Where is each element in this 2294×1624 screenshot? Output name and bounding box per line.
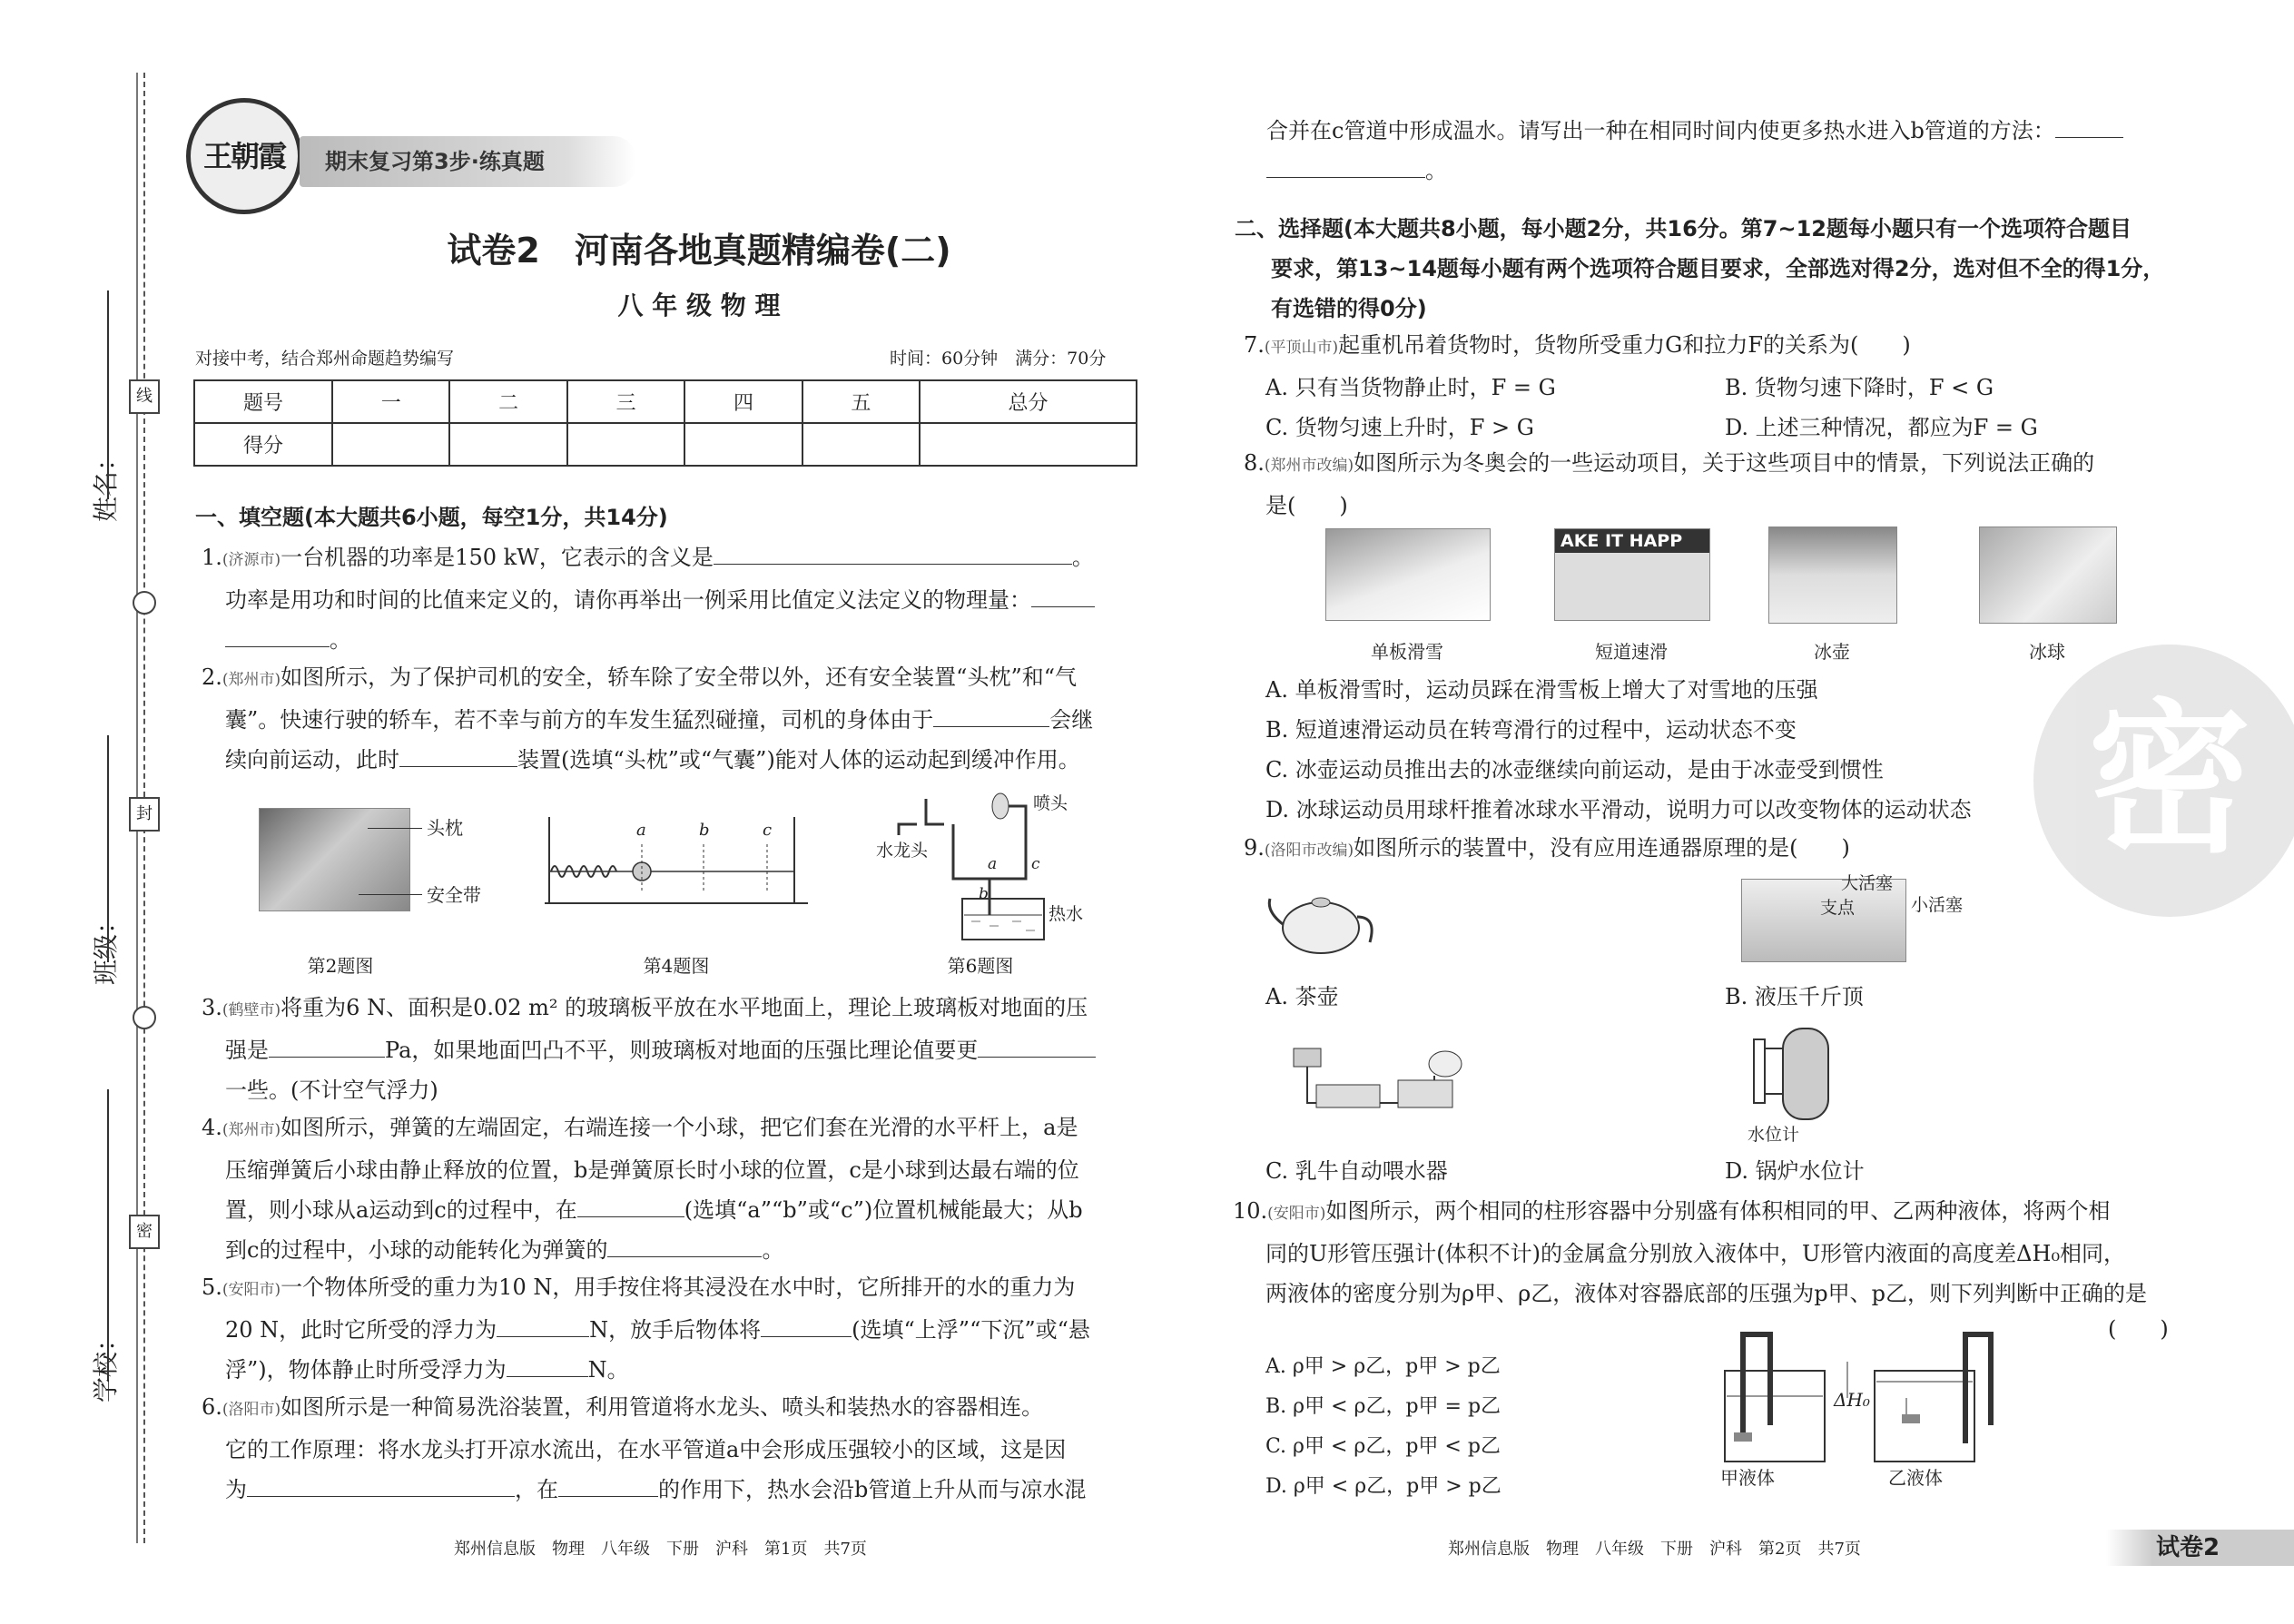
pipe-c-label: c (1031, 855, 1040, 873)
answer-blank[interactable] (247, 1472, 515, 1497)
image-caption: 短道速滑 (1595, 641, 1668, 663)
liquid-a-label: 甲液体 (1720, 1467, 1775, 1489)
score-cell[interactable] (332, 423, 449, 466)
figure-caption: 第4题图 (643, 955, 710, 977)
option-d[interactable]: D. 锅炉水位计 (1725, 1158, 1865, 1184)
answer-blank[interactable] (607, 1233, 762, 1257)
point-b-label: b (699, 821, 710, 840)
option-b[interactable]: B. 货物匀速下降时，F < G (1725, 375, 1994, 400)
figure-4 (540, 808, 812, 977)
fulcrum-label: 支点 (1820, 898, 1856, 918)
option-d[interactable]: D. 上述三种情况，都应为F = G (1725, 415, 2038, 440)
liquid-b-label: 乙液体 (1888, 1467, 1943, 1489)
question-3: 3.(鹤壁市)将重为6 N、面积是0.02 m² 的玻璃板平放在水平地面上，理论上玻璃板对地面的压 强是 Pa，如果地面凹凸不平，则玻璃板对地面的压强比理论值要更 一些。(不计空气浮力) (202, 988, 1146, 1110)
question-6-continued: 合并在c管道中形成温水。请写出一种在相同时间内使更多热水进入b管道的方法： 。 (1266, 111, 2183, 191)
seatbelt-label: 安全带 (427, 884, 481, 906)
answer-blank[interactable] (761, 1313, 852, 1337)
speed-skating-photo: AKE IT HAPP (1554, 528, 1710, 621)
score-header-row: 题号 一 二 三 四 五 总分 (194, 380, 1137, 423)
question-1: 1.(济源市)一台机器的功率是150 kW，它表示的含义是 。 功率是用功和时间的比值来定义的，请你再举出一例采用比值定义法定义的物理量： 。 (202, 537, 1146, 660)
image-caption: 单板滑雪 (1371, 641, 1443, 663)
option-b[interactable]: B. ρ甲 < ρ乙，p甲 = p乙 (1265, 1395, 1501, 1418)
name-field[interactable] (107, 290, 109, 499)
option-a[interactable]: A. 茶壶 (1265, 984, 1339, 1009)
option-b[interactable]: B. 短道速滑运动员在转弯滑行的过程中，运动状态不变 (1265, 717, 1797, 743)
page-footer-left: 郑州信息版 物理 八年级 下册 沪科 第1页 共7页 (454, 1540, 867, 1559)
question-6: 6.(洛阳市)如图所示是一种简易洗浴装置，利用管道将水龙头、喷头和装热水的容器相连。 它的工作原理：将水龙头打开凉水流出，在水平管道a中会形成压强较小的区域，这是因 为 ，在 的作用下，热水会沿b管道上升从而与凉水混 (202, 1394, 1087, 1502)
question-10: 10.(安阳市)如图所示，两个相同的柱形容器中分别盛有体积相同的甲、乙两种液体，将两个相 同的U形管压强计(体积不计)的金属盒分别放入液体中，U形管内液面的高度差ΔH₀相同， 两液体的密度分别为ρ甲、ρ乙，液体对容器底部的压强为p甲、p乙，则下列判断中正确的是 (1233, 1198, 2147, 1306)
question-5: 5.(安阳市)一个物体所受的重力为10 N，用手按住将其浸没在水中时，它所排开的水的重力为 20 N，此时它所受的浮力为 N，放手后物体将 (选填“上浮”“下沉”或“悬 浮”)，物体静止时所受浮力为 N。 (202, 1275, 1090, 1383)
answer-blank[interactable] (269, 1033, 385, 1058)
chapter-banner: 期末复习第3步·练真题 (300, 136, 635, 187)
seal-box-seal: 封 (129, 797, 160, 832)
option-a[interactable]: A. 单板滑雪时，运动员踩在滑雪板上增大了对雪地的压强 (1265, 677, 1818, 703)
answer-blank[interactable] (558, 1472, 658, 1497)
school-field[interactable] (107, 1089, 109, 1380)
seal-box-line: 线 (129, 379, 160, 414)
figure-6 (876, 790, 1089, 977)
answer-blank[interactable] (714, 540, 1072, 565)
headrest-label: 头枕 (427, 817, 463, 839)
binding-hole (133, 591, 156, 615)
meta-right: 时间：60分钟 满分：70分 (890, 349, 1107, 369)
answer-parentheses[interactable]: ( ) (2108, 1316, 2169, 1342)
section-2-heading: 二、选择题(本大题共8小题，每小题2分，共16分。第7~12题每小题只有一个选项符合题目 要求，第13~14题每小题有两个选项符合题目要求，全部选对得2分，选对但不全的得1分， 有选错的得0分) (1235, 216, 2165, 321)
option-c[interactable]: C. 乳牛自动喂水器 (1265, 1158, 1448, 1184)
section-1-heading: 一、填空题(本大题共6小题，每空1分，共14分) (195, 505, 668, 530)
car-interior-photo (259, 808, 410, 911)
class-field[interactable] (107, 735, 109, 962)
question-10-options (1265, 1347, 1501, 1507)
meta-left: 对接中考，结合郑州命题趋势编写 (195, 349, 455, 369)
answer-blank[interactable] (225, 623, 330, 647)
answer-blank[interactable] (577, 1193, 684, 1217)
figure-caption: 第2题图 (307, 955, 374, 977)
answer-blank[interactable] (2055, 113, 2123, 138)
big-piston-label: 大活塞 (1841, 873, 1894, 893)
answer-blank[interactable] (1266, 153, 1425, 178)
cattle-waterer-drawing (1289, 1044, 1471, 1121)
answer-blank[interactable] (399, 743, 517, 767)
point-a-label: a (636, 821, 646, 840)
score-cell[interactable] (920, 423, 1137, 466)
name-label: 姓名： (91, 445, 121, 522)
point-c-label: c (763, 821, 773, 840)
option-b[interactable]: B. 液压千斤顶 (1725, 984, 1864, 1009)
binding-gutter (0, 0, 172, 1624)
option-d[interactable]: D. ρ甲 < ρ乙，p甲 > p乙 (1265, 1475, 1501, 1498)
figure-2 (259, 808, 513, 977)
option-d[interactable]: D. 冰球运动员用球杆推着冰球水平滑动，说明力可以改变物体的运动状态 (1265, 797, 1972, 822)
question-9: 9.(洛阳市改编)如图所示的装置中，没有应用连通器原理的是( ) (1244, 835, 1850, 861)
pressure-gauge-diagram (1720, 1325, 2047, 1471)
shower-label: 喷头 (1033, 793, 1068, 813)
hot-water-label: 热水 (1049, 904, 1084, 924)
image-caption: 冰壶 (1814, 641, 1850, 663)
paper-subtitle: 八 年 级 物 理 (617, 290, 781, 320)
binding-hole (133, 1006, 156, 1029)
answer-blank[interactable] (978, 1033, 1096, 1058)
option-c[interactable]: C. 冰壶运动员推出去的冰壶继续向前运动，是由于冰壶受到惯性 (1265, 757, 1884, 782)
leader-line (368, 828, 422, 829)
curling-photo (1768, 527, 1897, 624)
score-cell[interactable] (567, 423, 684, 466)
answer-blank[interactable] (507, 1353, 588, 1377)
score-table (193, 379, 1137, 467)
teapot-drawing (1266, 881, 1384, 958)
option-a[interactable]: A. 只有当货物静止时，F = G (1265, 375, 1556, 400)
figure-caption: 第6题图 (947, 955, 1014, 977)
option-c[interactable]: C. 货物匀速上升时，F > G (1265, 415, 1534, 440)
answer-blank[interactable] (497, 1313, 589, 1337)
tap-label: 水龙头 (876, 841, 929, 861)
score-cell[interactable] (802, 423, 920, 466)
question-4: 4.(郑州市)如图所示，弹簧的左端固定，右端连接一个小球，把它们套在光滑的水平杆上，a是 压缩弹簧后小球由静止释放的位置，b是弹簧原长时小球的位置，c是小球到达最右端的位 置，则小球从a运动到c的过程中，在 (选填“a”“b”或“c”)位置机械能最大；从b 到c的过程中，小球的动能转化为弹簧的 。 (202, 1115, 1083, 1263)
leader-line (359, 894, 422, 895)
class-label: 班级： (91, 908, 121, 985)
page-footer-right: 郑州信息版 物理 八年级 下册 沪科 第2页 共7页 (1448, 1540, 1861, 1559)
option-c[interactable]: C. ρ甲 < ρ乙，p甲 < p乙 (1265, 1435, 1501, 1458)
option-a[interactable]: A. ρ甲 > ρ乙，p甲 > p乙 (1265, 1355, 1501, 1378)
question-2: 2.(郑州市)如图所示，为了保护司机的安全，轿车除了安全带以外，还有安全装置“头枕”和“气 囊”。快速行驶的轿车，若不幸与前方的车发生猛烈碰撞，司机的身体由于 会继 续向前运动，此时 装置(选填“头枕”或“气囊”)能对人体的运动起到缓冲作用。 (202, 664, 1094, 773)
question-7: 7.(平顶山市)起重机吊着货物时，货物所受重力G和拉力F的关系为( ) A. 只有当货物静止时，F = G B. 货物匀速下降时，F < G C. 货物匀速上升时，F > G D. 上述三种情况，都应为F = G (1244, 325, 2188, 448)
snowboard-photo (1325, 528, 1491, 621)
pipe-a-label: a (988, 855, 998, 873)
score-cell[interactable] (449, 423, 566, 466)
brand-logo: 王朝霞 (186, 98, 302, 214)
image-caption: 冰球 (2029, 641, 2065, 663)
delta-h-label: ΔH₀ (1834, 1389, 1870, 1411)
score-row: 得分 (194, 423, 1137, 466)
boiler-gauge-drawing (1743, 1021, 1843, 1126)
question-8: 8.(郑州市改编)如图所示为冬奥会的一些运动项目，关于这些项目中的情景，下列说法正确的 是( ) (1244, 450, 2095, 518)
score-cell[interactable] (684, 423, 802, 466)
confidential-stamp: 密 (2033, 645, 2294, 917)
pipe-b-label: b (979, 885, 989, 903)
answer-blank[interactable] (933, 703, 1049, 727)
answer-blank[interactable] (1031, 583, 1095, 607)
paper-title: 试卷2 河南各地真题精编卷(二) (447, 231, 951, 271)
water-gauge-label: 水位计 (1748, 1125, 1800, 1145)
paper-tab: 试卷2 (2106, 1530, 2294, 1566)
seal-box-secret: 密 (129, 1215, 160, 1249)
ice-hockey-photo (1979, 527, 2117, 624)
small-piston-label: 小活塞 (1911, 895, 1964, 915)
school-label: 学校： (91, 1325, 121, 1403)
